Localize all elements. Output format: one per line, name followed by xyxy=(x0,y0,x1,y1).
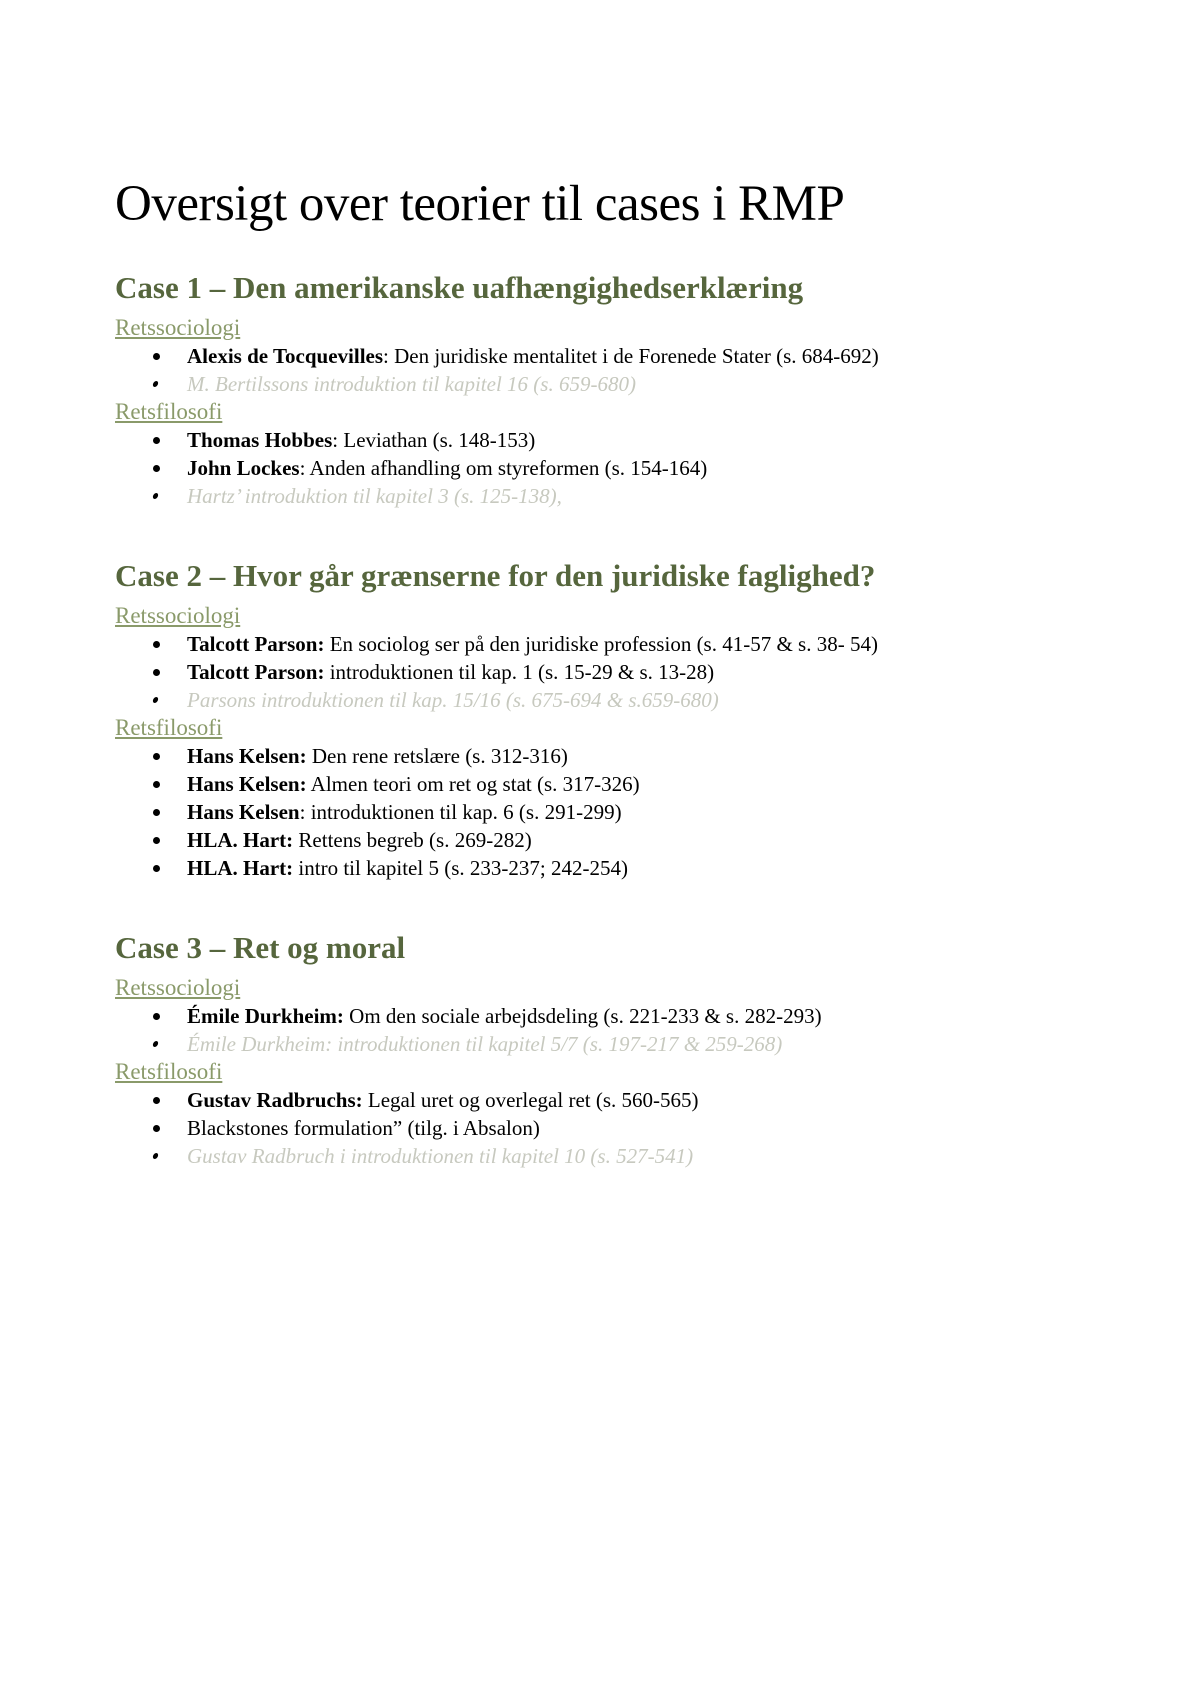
reference-list xyxy=(115,742,1140,882)
reference-author: John Lockes xyxy=(187,456,300,480)
reference-author: HLA. Hart: xyxy=(187,828,294,852)
reference-list xyxy=(115,1002,1140,1058)
bullet-icon xyxy=(153,809,160,816)
section-label: Retssociologi xyxy=(115,975,241,1000)
section-label: Retsfilosofi xyxy=(115,715,223,740)
reference-list xyxy=(115,630,1140,714)
reference-item xyxy=(115,426,1140,454)
bullet-icon xyxy=(152,697,159,703)
bullet-icon xyxy=(152,493,159,499)
cases-container xyxy=(115,268,1140,1170)
reference-text: : introduktionen til kap. 6 (s. 291-299) xyxy=(299,800,622,824)
reference-item xyxy=(115,742,1140,770)
reference-text: Legal uret og overlegal ret (s. 560-565) xyxy=(362,1088,699,1112)
reference-list xyxy=(115,342,1140,398)
reference-author: Gustav Radbruchs: xyxy=(187,1088,363,1112)
reference-text: Om den sociale arbejdsdeling (s. 221-233 & s. 282-293) xyxy=(343,1004,822,1028)
bullet-icon xyxy=(153,1013,160,1020)
reference-text: Blackstones formulation” (tilg. i Absalon) xyxy=(187,1116,540,1140)
reference-item xyxy=(115,454,1140,482)
section-label: Retssociologi xyxy=(115,315,241,340)
reference-text: Gustav Radbruch i introduktionen til kapitel 10 (s. 527-541) xyxy=(187,1144,694,1168)
bullet-icon xyxy=(153,1097,160,1104)
reference-item xyxy=(115,658,1140,686)
bullet-icon xyxy=(152,381,159,387)
reference-text: M. Bertilssons introduktion til kapitel 16 (s. 659-680) xyxy=(187,372,636,396)
reference-author: Hans Kelsen: xyxy=(187,744,307,768)
reference-item xyxy=(115,482,1140,510)
reference-text: Den rene retslære (s. 312-316) xyxy=(306,744,568,768)
reference-text: Hartz’ introduktion til kapitel 3 (s. 125-138), xyxy=(187,484,562,508)
reference-item xyxy=(115,770,1140,798)
case-section xyxy=(115,556,1140,882)
reference-item xyxy=(115,798,1140,826)
reference-author: Hans Kelsen: xyxy=(187,772,307,796)
reference-item xyxy=(115,342,1140,370)
bullet-icon xyxy=(153,837,160,844)
bullet-icon xyxy=(152,1041,159,1047)
reference-item xyxy=(115,1030,1140,1058)
reference-author: Talcott Parson: xyxy=(187,632,325,656)
bullet-icon xyxy=(153,437,160,444)
reference-item xyxy=(115,1114,1140,1142)
bullet-icon xyxy=(153,353,160,360)
reference-text: En sociolog ser på den juridiske profession (s. 41-57 & s. 38- 54) xyxy=(324,632,878,656)
bullet-icon xyxy=(153,641,160,648)
reference-list xyxy=(115,1086,1140,1170)
reference-item xyxy=(115,854,1140,882)
reference-author: Alexis de Tocquevilles xyxy=(187,344,384,368)
reference-item xyxy=(115,1002,1140,1030)
reference-text: Émile Durkheim: introduktionen til kapitel 5/7 (s. 197-217 & 259-268) xyxy=(187,1032,783,1056)
reference-text: : Den juridiske mentalitet i de Forenede Stater (s. 684-692) xyxy=(383,344,879,368)
reference-text: Parsons introduktionen til kap. 15/16 (s. 675-694 & s.659-680) xyxy=(187,688,719,712)
reference-item xyxy=(115,630,1140,658)
case-section xyxy=(115,928,1140,1170)
case-heading: Case 2 – Hvor går grænserne for den juridiske faglighed? xyxy=(115,558,876,593)
reference-text: Almen teori om ret og stat (s. 317-326) xyxy=(306,772,640,796)
reference-author: Thomas Hobbes xyxy=(187,428,333,452)
reference-item xyxy=(115,1142,1140,1170)
reference-item xyxy=(115,1086,1140,1114)
reference-author: Hans Kelsen xyxy=(187,800,300,824)
reference-text: : Anden afhandling om styreformen (s. 154-164) xyxy=(299,456,708,480)
reference-item xyxy=(115,370,1140,398)
reference-item xyxy=(115,826,1140,854)
reference-item xyxy=(115,686,1140,714)
case-section xyxy=(115,268,1140,510)
bullet-icon xyxy=(153,753,160,760)
reference-author: HLA. Hart: xyxy=(187,856,294,880)
bullet-icon xyxy=(153,781,160,788)
document-title: Oversigt over teorier til cases i RMP xyxy=(115,176,845,232)
reference-author: Émile Durkheim: xyxy=(187,1004,344,1028)
reference-author: Talcott Parson: xyxy=(187,660,325,684)
bullet-icon xyxy=(153,865,160,872)
case-heading: Case 3 – Ret og moral xyxy=(115,930,406,965)
bullet-icon xyxy=(152,1153,159,1159)
bullet-icon xyxy=(153,1125,160,1132)
bullet-icon xyxy=(153,465,160,472)
section-label: Retsfilosofi xyxy=(115,1059,223,1084)
case-heading: Case 1 – Den amerikanske uafhængighedserklæring xyxy=(115,270,804,305)
reference-text: introduktionen til kap. 1 (s. 15-29 & s. 13-28) xyxy=(324,660,715,684)
reference-list xyxy=(115,426,1140,510)
reference-text: : Leviathan (s. 148-153) xyxy=(332,428,536,452)
bullet-icon xyxy=(153,669,160,676)
section-label: Retssociologi xyxy=(115,603,241,628)
section-label: Retsfilosofi xyxy=(115,399,223,424)
reference-text: intro til kapitel 5 (s. 233-237; 242-254) xyxy=(293,856,628,880)
reference-text: Rettens begreb (s. 269-282) xyxy=(293,828,532,852)
